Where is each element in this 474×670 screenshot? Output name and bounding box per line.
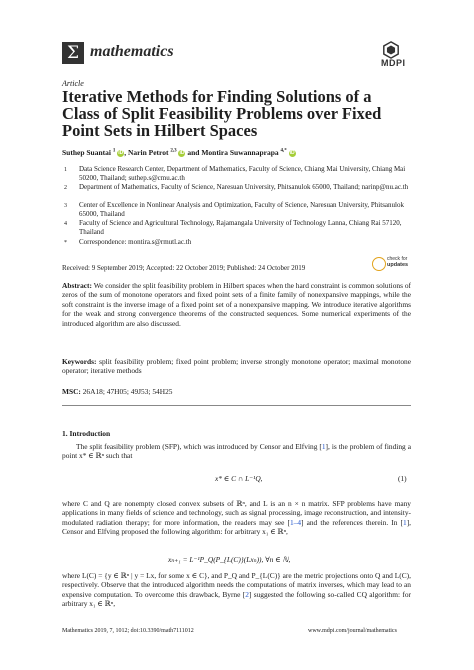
affiliation-text: Faculty of Science and Agricultural Technology, Rajamangala University of Technology Lanna, Chiang Rai 57120, Thailand [79,219,402,236]
affiliation-number: * [64,240,67,246]
footer-citation: Mathematics 2019, 7, 1012; doi:10.3390/math7111012 [62,628,194,634]
journal-logo: Σ [62,42,84,64]
paper-title: Iterative Methods for Finding Solutions of a Class of Split Feasibility Problems over Fixed Point Sets in Hilbert Spaces [62,87,382,140]
abstract-text: We consider the split feasibility problem in Hilbert spaces when the hard constraint is common solutions of zeros of the sum of monotone operators and fixed point sets of a finite family of nonexpansive mappings, while the soft constraint is the inverse image of a fixed point set of a nonexpansive mapping. We introduce iterative algorithms for the weak and strong convergence theorems of the constructed sequences. Some numerical experiments of the introduced algorithm are also discussed. [62,281,411,328]
affiliation-number: 4 [64,221,67,227]
publisher-name: MDPI [381,58,406,68]
msc-text: 26A18; 47H05; 49J53; 54H25 [80,387,173,396]
abstract-label: Abstract: [62,281,92,290]
journal-name: mathematics [90,43,174,60]
intro-paragraph-1 [62,442,411,461]
orcid-icon[interactable]: iD [118,149,124,156]
affiliation-number: 1 [64,167,67,173]
keywords [62,357,411,376]
section-heading: 1. Introduction [62,429,111,438]
abstract [62,281,411,328]
citation-link[interactable]: 2 [245,589,249,599]
msc-codes [62,387,411,396]
author-affiliation-mark: 4,* [280,148,287,154]
paragraph-text: ], Censor and Elfving proposed the following algorithm: for arbitrary x₁ ∈ ℝⁿ, [62,517,412,537]
author-affiliation-mark: 1 [112,148,116,154]
citation-link[interactable]: 1 [321,442,326,451]
author-list: Suthep Suantai $^1$ iD, Narin Petrot $^{2,3}$ iD and Montira Suwannaprapa $^{4,*}$ iD [62,148,295,157]
citation-link[interactable]: 1–4 [289,517,302,527]
correspondence-text: Correspondence: montira.s@rmutl.ac.th [79,238,192,246]
equation-number: (1) [398,474,407,483]
orcid-icon[interactable]: iD [179,149,185,156]
section-divider [62,405,411,406]
author-name[interactable]: Montira Suwannaprapa [201,148,279,157]
paragraph-text: ] and the references therein. In [ [301,517,403,527]
affiliation-number: 3 [64,203,67,209]
mdpi-logo-icon [382,41,400,59]
author-name[interactable]: Narin Petrot [127,148,169,157]
citation-link[interactable]: 1 [403,517,407,527]
author-affiliation-mark: 2,3 [170,148,177,154]
intro-paragraph-3 [62,571,411,609]
paragraph-text: ] suggested the following so-called CQ algorithm: for arbitrary x₁ ∈ ℝⁿ, [62,589,411,609]
footer-journal-url[interactable]: www.mdpi.com/journal/mathematics [308,628,397,634]
check-for-label: check for [387,256,408,262]
updates-label: updates [387,262,409,268]
affiliation-text: Center of Excellence in Nonlinear Analysis and Optimization, Faculty of Science, Naresuan University, Phitsanulok 65000, Thailand [79,201,404,218]
keywords-label: Keywords: [62,357,97,366]
article-type: Article [62,79,84,88]
keywords-text: split feasibility problem; fixed point problem; inverse strongly monotone operator; maximal monotone operator; iterative methods [62,357,411,376]
publication-dates: Received: 9 September 2019; Accepted: 22 October 2019; Published: 24 October 2019 [62,264,306,272]
affiliation-text: Department of Mathematics, Faculty of Science, Naresuan University, Phitsanulok 65000, Thailand; narinp@nu.ac.th [79,183,409,191]
affiliation-number: 2 [64,185,67,191]
intro-paragraph-2 [62,499,411,537]
author-conjunction: and [187,148,200,157]
equation-1: x* ∈ C ∩ L⁻¹Q, [215,474,263,483]
update-ring-icon [372,257,386,271]
author-name[interactable]: Suthep Suantai [62,148,111,157]
paragraph-text: where L(C) = {y ∈ ℝⁿ | y = Lx, for some x ∈ C}, and P_Q and P_{L(C)} are the metric projections onto Q and L(C), respectively. Observe that the introduced algorithm needs the computations of matrix inverses, which may lead to an expensive computation. To overcome this drawback, Byrne [ [62,571,411,599]
orcid-icon[interactable]: iD [289,149,295,156]
paragraph-text: ], is the problem of finding a point x* ∈ ℝⁿ such that [62,442,411,461]
msc-label: MSC: [62,387,81,396]
equation-2: xₙ₊₁ = L⁻¹P_Q(P_{L(C)}(Lxₙ)), ∀n ∈ ℕ, [168,555,291,564]
paragraph-text: The split feasibility problem (SFP), which was introduced by Censor and Elfving [ [76,442,322,451]
paragraph-text: where C and Q are nonempty closed convex subsets of ℝⁿ, and L is an n × n matrix. SFP problems have many applications in many fields of science and technology, such as signal processing, image reconstruction, and intensity-modulated radiation therapy; for more information, the readers may see [ [62,499,411,527]
affiliation-text: Data Science Research Center, Department of Mathematics, Faculty of Science, Chiang Mai University, Chiang Mai 50200, Thailand; suthep.s@cmu.ac.th [79,165,406,182]
